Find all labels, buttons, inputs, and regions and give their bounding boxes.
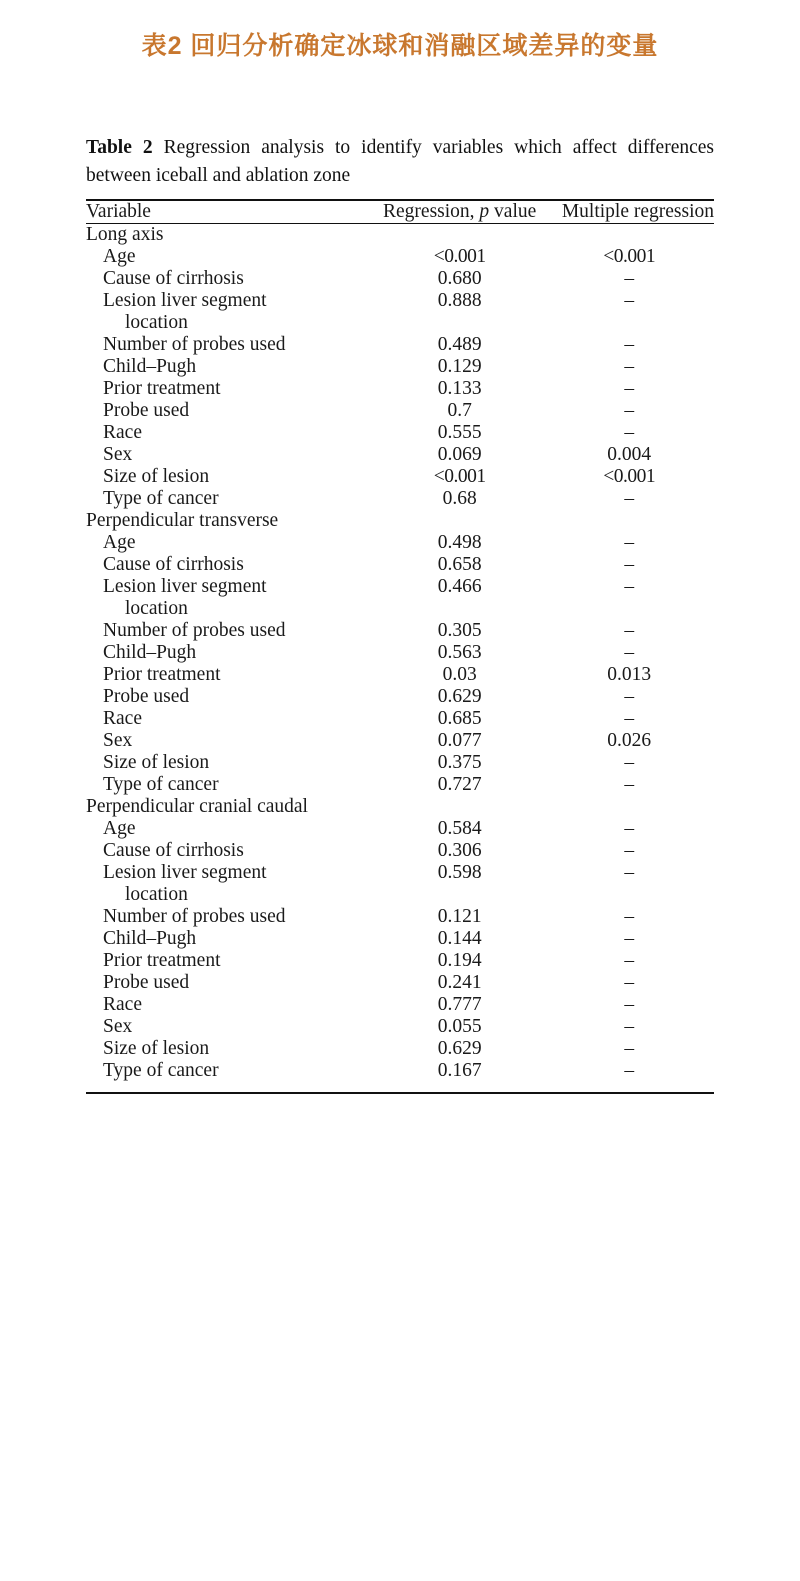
cell-variable	[86, 686, 375, 708]
cell-variable	[86, 466, 375, 488]
table-row	[86, 488, 714, 510]
table-row	[86, 686, 714, 708]
table-row	[86, 1060, 714, 1082]
cell-multiple-regression: –	[624, 334, 635, 356]
cell-regression-p: 0.121	[437, 906, 482, 928]
cell-multiple-regression: –	[624, 928, 635, 950]
cell-variable	[86, 576, 375, 620]
cell-regression-p: 0.498	[437, 532, 482, 554]
cell-multiple-regression: –	[624, 554, 635, 576]
group-multiple-empty	[544, 796, 714, 818]
variable-label: Size of lesion	[103, 1038, 210, 1060]
cell-variable	[86, 532, 375, 554]
variable-label: Sex	[103, 444, 133, 466]
variable-label: Race	[103, 422, 142, 444]
cell-regression-p: 0.077	[437, 730, 482, 752]
cell-variable	[86, 1038, 375, 1060]
variable-label-continuation: location	[125, 598, 188, 620]
table-row	[86, 906, 714, 928]
variable-label: Probe used	[103, 400, 190, 422]
variable-label: Type of cancer	[103, 488, 219, 510]
cell-multiple-regression: –	[624, 268, 635, 290]
column-header-regression	[375, 201, 545, 223]
group-label: Perpendicular cranial caudal	[86, 796, 308, 818]
cell-variable	[86, 444, 375, 466]
cell-multiple-regression: –	[624, 378, 635, 400]
cell-regression-p: 0.888	[437, 290, 482, 312]
cell-regression-p: 0.167	[437, 1060, 482, 1082]
variable-label: Sex	[103, 1016, 133, 1038]
cell-variable	[86, 378, 375, 400]
cell-multiple-regression: –	[624, 532, 635, 554]
table-row	[86, 664, 714, 686]
variable-label: Age	[103, 532, 136, 554]
cell-multiple-regression: –	[624, 840, 635, 862]
cell-multiple-regression: –	[624, 708, 635, 730]
cell-variable	[86, 1016, 375, 1038]
cell-regression-p: 0.658	[437, 554, 482, 576]
cell-regression-p: 0.555	[437, 422, 482, 444]
table-row	[86, 642, 714, 664]
table-row	[86, 246, 714, 268]
variable-label: Probe used	[103, 686, 190, 708]
cell-regression-p: 0.306	[437, 840, 482, 862]
table-row	[86, 576, 714, 620]
table-row	[86, 268, 714, 290]
table-row	[86, 466, 714, 488]
cell-multiple-regression: –	[624, 422, 635, 444]
cell-multiple-regression: –	[624, 356, 635, 378]
cell-regression-p: 0.194	[437, 950, 482, 972]
cell-regression-p: 0.563	[437, 642, 482, 664]
cell-variable	[86, 950, 375, 972]
table-bottom-rule	[86, 1092, 714, 1094]
table-row	[86, 290, 714, 334]
cell-variable	[86, 906, 375, 928]
group-label: Long axis	[86, 224, 164, 246]
cell-variable	[86, 1060, 375, 1082]
table-container	[86, 134, 714, 1094]
cell-variable	[86, 840, 375, 862]
cell-regression-p: 0.144	[437, 928, 482, 950]
variable-label: Child–Pugh	[103, 356, 197, 378]
table-row	[86, 774, 714, 796]
cell-variable	[86, 488, 375, 510]
variable-label: Child–Pugh	[103, 928, 197, 950]
regression-table	[86, 201, 714, 223]
table-row	[86, 334, 714, 356]
cell-multiple-regression: –	[624, 818, 635, 840]
variable-label: Type of cancer	[103, 774, 219, 796]
cell-regression-p: 0.375	[437, 752, 482, 774]
table-row	[86, 1016, 714, 1038]
cell-variable	[86, 246, 375, 268]
table-row	[86, 356, 714, 378]
cell-regression-p: 0.777	[437, 994, 482, 1016]
cell-variable	[86, 356, 375, 378]
table-row	[86, 554, 714, 576]
cell-variable	[86, 664, 375, 686]
table-row	[86, 994, 714, 1016]
variable-label: Cause of cirrhosis	[103, 268, 244, 290]
variable-label: Prior treatment	[103, 378, 221, 400]
table-row	[86, 708, 714, 730]
table-group-row	[86, 224, 714, 246]
table-caption-text: Regression analysis to identify variables which affect differences between iceball and ablation zone	[86, 137, 715, 186]
cell-variable	[86, 972, 375, 994]
variable-label: Prior treatment	[103, 950, 221, 972]
cell-regression-p: 0.03	[442, 664, 477, 686]
table-row	[86, 532, 714, 554]
table-row	[86, 1038, 714, 1060]
cell-multiple-regression: –	[624, 1060, 635, 1082]
table-row	[86, 818, 714, 840]
table-group-row	[86, 510, 714, 532]
cell-variable	[86, 642, 375, 664]
cell-regression-p: 0.7	[447, 400, 472, 422]
cell-variable	[86, 862, 375, 906]
cell-multiple-regression: –	[624, 488, 635, 510]
table-row	[86, 730, 714, 752]
cell-variable	[86, 290, 375, 334]
cell-regression-p: <0.001	[433, 246, 486, 268]
cell-multiple-regression: –	[624, 620, 635, 642]
cell-variable	[86, 554, 375, 576]
cell-regression-p: 0.129	[437, 356, 482, 378]
cell-variable	[86, 994, 375, 1016]
column-header-regression-pre: Regression,	[383, 201, 480, 223]
cell-variable	[86, 400, 375, 422]
table-row	[86, 950, 714, 972]
cell-multiple-regression: <0.001	[603, 466, 656, 488]
cell-multiple-regression: –	[624, 686, 635, 708]
cell-variable	[86, 620, 375, 642]
table-row	[86, 972, 714, 994]
cell-multiple-regression: –	[624, 576, 635, 598]
cell-regression-p: 0.489	[437, 334, 482, 356]
variable-label-continuation: location	[125, 312, 188, 334]
cell-variable	[86, 268, 375, 290]
table-row	[86, 928, 714, 950]
cell-multiple-regression: 0.026	[607, 730, 652, 752]
cell-regression-p: 0.68	[442, 488, 477, 510]
cell-multiple-regression: –	[624, 906, 635, 928]
variable-label: Number of probes used	[103, 334, 286, 356]
table-row	[86, 840, 714, 862]
table-row	[86, 862, 714, 906]
cell-regression-p: 0.727	[437, 774, 482, 796]
cell-regression-p: 0.598	[437, 862, 482, 884]
cell-regression-p: 0.584	[437, 818, 482, 840]
cell-multiple-regression: –	[624, 400, 635, 422]
cell-variable	[86, 928, 375, 950]
table-row	[86, 620, 714, 642]
table-caption-label: Table 2	[86, 137, 153, 158]
group-multiple-empty	[544, 224, 714, 246]
column-header-variable: Variable	[86, 201, 151, 223]
cell-multiple-regression: –	[624, 752, 635, 774]
variable-label: Lesion liver segment	[103, 862, 267, 884]
table-row	[86, 752, 714, 774]
variable-label: Cause of cirrhosis	[103, 554, 244, 576]
variable-label: Type of cancer	[103, 1060, 219, 1082]
cell-regression-p: 0.133	[437, 378, 482, 400]
cell-regression-p: 0.305	[437, 620, 482, 642]
cell-multiple-regression: –	[624, 642, 635, 664]
variable-label: Prior treatment	[103, 664, 221, 686]
cell-multiple-regression: –	[624, 972, 635, 994]
variable-label: Race	[103, 708, 142, 730]
cell-multiple-regression: 0.013	[607, 664, 652, 686]
cell-multiple-regression: –	[624, 1016, 635, 1038]
variable-label: Size of lesion	[103, 752, 210, 774]
cell-multiple-regression: <0.001	[603, 246, 656, 268]
cell-regression-p: 0.069	[437, 444, 482, 466]
table-header-row	[86, 201, 714, 223]
variable-label-continuation: location	[125, 884, 188, 906]
cell-variable	[86, 422, 375, 444]
group-regression-empty	[375, 224, 545, 246]
cell-variable	[86, 752, 375, 774]
variable-label: Number of probes used	[103, 620, 286, 642]
cell-variable	[86, 708, 375, 730]
table-row	[86, 400, 714, 422]
table-row	[86, 378, 714, 400]
cell-multiple-regression: –	[624, 1038, 635, 1060]
cell-regression-p: <0.001	[433, 466, 486, 488]
variable-label: Probe used	[103, 972, 190, 994]
column-header-regression-p: p	[479, 201, 490, 223]
table-row	[86, 444, 714, 466]
chinese-title: 表2 回归分析确定冰球和消融区域差异的变量	[141, 32, 659, 60]
cell-multiple-regression: –	[624, 290, 635, 312]
column-header-regression-post: value	[489, 201, 537, 223]
cell-multiple-regression: –	[624, 774, 635, 796]
variable-label: Number of probes used	[103, 906, 286, 928]
regression-table-body	[86, 224, 714, 1082]
variable-label: Cause of cirrhosis	[103, 840, 244, 862]
cell-multiple-regression: –	[624, 950, 635, 972]
cell-regression-p: 0.680	[437, 268, 482, 290]
column-header-multiple: Multiple regression	[561, 201, 714, 223]
cell-multiple-regression: –	[624, 862, 635, 884]
cell-variable	[86, 818, 375, 840]
cell-regression-p: 0.055	[437, 1016, 482, 1038]
table-row	[86, 422, 714, 444]
variable-label: Size of lesion	[103, 466, 210, 488]
table-body	[86, 224, 714, 1082]
cell-multiple-regression: 0.004	[607, 444, 652, 466]
cell-regression-p: 0.466	[437, 576, 482, 598]
cell-variable	[86, 774, 375, 796]
variable-label: Child–Pugh	[103, 642, 197, 664]
table-caption	[86, 134, 714, 189]
table-group-row	[86, 796, 714, 818]
cell-regression-p: 0.629	[437, 1038, 482, 1060]
group-regression-empty	[375, 796, 545, 818]
cell-variable	[86, 730, 375, 752]
cell-regression-p: 0.241	[437, 972, 482, 994]
variable-label: Age	[103, 246, 136, 268]
variable-label: Age	[103, 818, 136, 840]
variable-label: Sex	[103, 730, 133, 752]
cell-multiple-regression: –	[624, 994, 635, 1016]
table-bottom-spacer	[86, 1082, 714, 1092]
group-label: Perpendicular transverse	[86, 510, 279, 532]
variable-label: Lesion liver segment	[103, 576, 267, 598]
variable-label: Lesion liver segment	[103, 290, 267, 312]
group-multiple-empty	[544, 510, 714, 532]
group-regression-empty	[375, 510, 545, 532]
cell-variable	[86, 334, 375, 356]
cell-regression-p: 0.685	[437, 708, 482, 730]
cell-regression-p: 0.629	[437, 686, 482, 708]
variable-label: Race	[103, 994, 142, 1016]
